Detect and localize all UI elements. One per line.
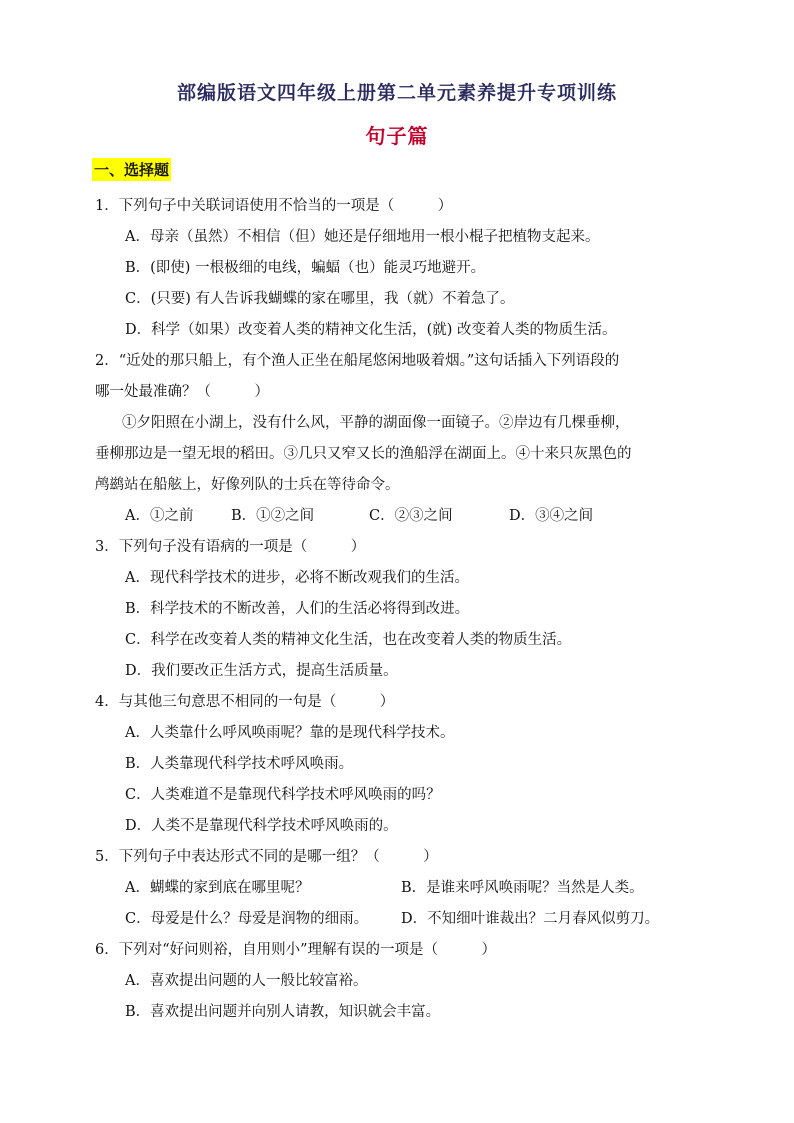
question-5-option-d: D．不知细叶谁裁出？二月春风似剪刀。: [401, 911, 660, 927]
question-2-stem-cont: 哪一处最准确？（ ）: [95, 384, 269, 400]
question-2-option-b: B．①②之间: [231, 508, 315, 524]
question-4-option-b: B．人类靠现代科学技术呼风唤雨。: [125, 756, 354, 772]
document-subtitle: 句子篇: [365, 124, 429, 148]
question-1-option-b: B．(即使) 一根极细的电线，蝙蝠（也）能灵巧地避开。: [125, 260, 486, 276]
question-2-options: [125, 506, 685, 526]
question-3-option-d: D．我们要改正生活方式，提高生活质量。: [125, 663, 398, 679]
question-2-stem: 2．“近处的那只船上，有个渔人正坐在船尾悠闲地吸着烟。”这句话插入下列语段的: [95, 353, 620, 369]
question-4-stem: 4．与其他三句意思不相同的一句是（ ）: [95, 694, 395, 710]
question-3-stem: 3．下列句子没有语病的一项是（ ）: [95, 539, 366, 555]
question-3-option-c: C．科学在改变着人类的精神文化生活，也在改变着人类的物质生活。: [125, 632, 572, 648]
question-4-option-a: A．人类靠什么呼风唤雨呢？靠的是现代科学技术。: [125, 725, 455, 741]
question-5-options-row1: [125, 878, 685, 898]
question-2-option-a: A．①之前: [125, 508, 194, 524]
question-3-option-b: B．科学技术的不断改善，人们的生活必将得到改进。: [125, 601, 470, 617]
question-2-passage-line: ①夕阳照在小湖上，没有什么风，平静的湖面像一面镜子。②岸边有几棵垂柳，: [122, 415, 630, 431]
question-4-option-c: C．人类难道不是靠现代科学技术呼风唤雨的吗？: [125, 787, 441, 803]
document-title: 部编版语文四年级上册第二单元素养提升专项训练: [176, 82, 617, 104]
question-2-option-c: C．②③之间: [369, 508, 453, 524]
question-1-option-a: A．母亲（虽然）不相信（但）她还是仔细地用一根小棍子把植物支起来。: [125, 229, 600, 245]
question-5-option-c: C．母爱是什么？母爱是润物的细雨。: [125, 911, 369, 927]
question-6-option-b: B．喜欢提出问题并向别人请教，知识就会丰富。: [125, 1004, 441, 1020]
question-2-passage-line: 垂柳那边是一望无垠的稻田。③几只又窄又长的渔船浮在湖面上。④十来只灰黑色的: [95, 446, 632, 462]
question-6-option-a: A．喜欢提出问题的人一般比较富裕。: [125, 973, 368, 989]
question-1-option-c: C．(只要) 有人告诉我蝴蝶的家在哪里，我（就）不着急了。: [125, 291, 515, 307]
question-5-stem: 5．下列句子中表达形式不同的是哪一组？（ ）: [95, 849, 438, 865]
section-heading: 一、选择题: [92, 158, 171, 181]
question-5-option-b: B．是谁来呼风唤雨呢？当然是人类。: [401, 880, 644, 896]
question-4-option-d: D．人类不是靠现代科学技术呼风唤雨的。: [125, 818, 398, 834]
question-1-stem: 1．下列句子中关联词语使用不恰当的一项是（ ）: [95, 198, 453, 214]
question-1-option-d: D．科学（如果）改变着人类的精神文化生活，(就) 改变着人类的物质生活。: [125, 322, 617, 338]
question-2-passage-line: 鸬鹚站在船舷上，好像列队的士兵在等待命令。: [95, 477, 400, 493]
question-2-option-d: D．③④之间: [509, 508, 594, 524]
question-6-stem: 6．下列对“好问则裕，自用则小”理解有误的一项是（ ）: [95, 942, 497, 958]
question-5-options-row2: [125, 909, 685, 929]
question-3-option-a: A．现代科学技术的进步，必将不断改观我们的生活。: [125, 570, 469, 586]
question-5-option-a: A．蝴蝶的家到底在哪里呢？: [125, 880, 310, 896]
